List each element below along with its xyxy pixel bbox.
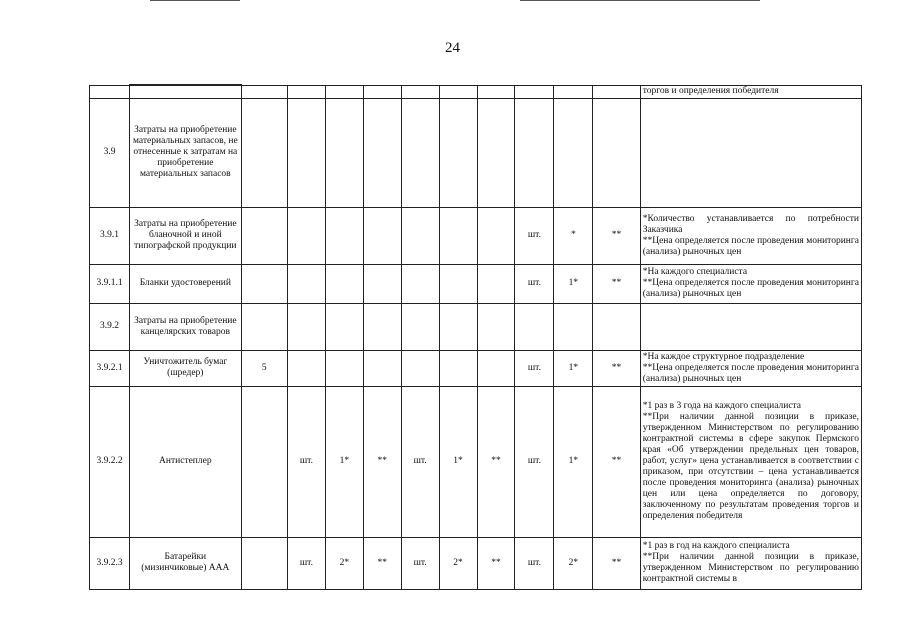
cell-v1 (325, 98, 363, 207)
cell-p1: ** (363, 537, 401, 589)
cell-v3: * (554, 207, 593, 264)
cell-v3: 1* (554, 350, 593, 386)
note-paragraph: торгов и определения победителя (642, 86, 779, 96)
scan-edge-line (520, 0, 760, 1)
cell-u3 (515, 303, 554, 350)
cell-p2 (477, 303, 515, 350)
cell-v2 (439, 85, 477, 98)
cell-note (640, 264, 861, 303)
cell-p3: ** (593, 264, 640, 303)
note-paragraph: *На каждое структурное подразделение (642, 351, 805, 362)
page-number: 24 (445, 40, 460, 56)
cell-note (640, 85, 861, 98)
cell-u3 (515, 85, 554, 98)
cell-qty (241, 85, 287, 98)
cell-v1 (325, 303, 363, 350)
cell-p1 (363, 98, 401, 207)
cell-u2 (401, 303, 439, 350)
cell-u1 (287, 264, 325, 303)
cell-code: 3.9.1 (90, 207, 130, 264)
cell-p2 (477, 85, 515, 98)
cell-v1 (325, 264, 363, 303)
cell-p3: ** (593, 350, 640, 386)
table-row (90, 537, 862, 589)
cell-u2: шт. (401, 386, 439, 537)
cell-u3: шт. (515, 350, 554, 386)
note-paragraph: **При наличии данной позиции в приказе, утвержденном Министерством по регулированию контрактной системы в (642, 552, 859, 584)
cell-p1: ** (363, 386, 401, 537)
note-paragraph: **Цена определяется после проведения мониторинга (анализа) рыночных цен (642, 235, 859, 257)
table-row (90, 98, 862, 207)
cell-v2 (439, 98, 477, 207)
cell-v1 (325, 85, 363, 98)
cell-u2 (401, 264, 439, 303)
cell-qty (241, 537, 287, 589)
cell-v3: 2* (554, 537, 593, 589)
cell-u3: шт. (515, 207, 554, 264)
cell-qty (241, 98, 287, 207)
cell-v1 (325, 350, 363, 386)
cell-p1 (363, 85, 401, 98)
table-row (90, 85, 862, 98)
scan-edge-line (150, 0, 240, 1)
cell-qty (241, 264, 287, 303)
cell-p3: ** (593, 537, 640, 589)
cell-qty: 5 (241, 350, 287, 386)
cell-code: 3.9 (90, 98, 130, 207)
cell-p1 (363, 303, 401, 350)
cell-u2 (401, 207, 439, 264)
cell-u1: шт. (287, 386, 325, 537)
expense-norms-table (89, 84, 862, 590)
cell-u1 (287, 207, 325, 264)
cell-name: Затраты на приобретение бланочной и иной типографской продукции (130, 207, 242, 264)
table-row (90, 303, 862, 350)
table-row (90, 386, 862, 537)
cell-u2: шт. (401, 537, 439, 589)
cell-code: 3.9.2.3 (90, 537, 130, 589)
cell-name: Бланки удостоверений (130, 264, 242, 303)
cell-v1: 1* (325, 386, 363, 537)
cell-name: Батарейки (мизинчиковые) ААА (130, 537, 242, 589)
cell-p2: ** (477, 537, 515, 589)
cell-u3 (515, 98, 554, 207)
cell-code: 3.9.2 (90, 303, 130, 350)
cell-code: 3.9.1.1 (90, 264, 130, 303)
cell-note (640, 303, 861, 350)
cell-p3: ** (593, 386, 640, 537)
cell-v3 (554, 85, 593, 98)
cell-qty (241, 207, 287, 264)
cell-v3: 1* (554, 386, 593, 537)
cell-v2 (439, 207, 477, 264)
cell-note (640, 537, 861, 589)
note-paragraph: **При наличии данной позиции в приказе, утвержденном Министерством по регулированию контрактной системы в сфере закупок Пермского края «Об утверждении предельных цен товаров, работ, услуг» цена устанавливается в соответствии с приказом, при отсутствии – цена устанавливается после проведения мониторинга (анализа) рыночных цен или цена определяется по договору, заключенному по результатам проведения торгов и определения победителя (642, 412, 859, 521)
cell-p1 (363, 350, 401, 386)
cell-v3 (554, 303, 593, 350)
cell-name: Затраты на приобретение канцелярских товаров (130, 303, 242, 350)
cell-v2 (439, 303, 477, 350)
cell-v2: 2* (439, 537, 477, 589)
cell-u1 (287, 303, 325, 350)
cell-code: 3.9.2.1 (90, 350, 130, 386)
cell-note (640, 386, 861, 537)
cell-name (130, 85, 242, 98)
cell-v1: 2* (325, 537, 363, 589)
cell-u1: шт. (287, 537, 325, 589)
note-paragraph: *На каждого специалиста (642, 267, 748, 277)
cell-v3: 1* (554, 264, 593, 303)
cell-p2 (477, 207, 515, 264)
cell-u2 (401, 98, 439, 207)
cell-u2 (401, 350, 439, 386)
cell-p2: ** (477, 386, 515, 537)
cell-name: Антистеплер (130, 386, 242, 537)
cell-u1 (287, 98, 325, 207)
note-paragraph: *1 раз в год на каждого специалиста (642, 541, 790, 551)
cell-v2 (439, 264, 477, 303)
cell-note (640, 207, 861, 264)
cell-p2 (477, 98, 515, 207)
table-row (90, 350, 862, 386)
cell-p1 (363, 264, 401, 303)
cell-u3: шт. (515, 386, 554, 537)
cell-v2: 1* (439, 386, 477, 537)
cell-p3 (593, 85, 640, 98)
table-row (90, 264, 862, 303)
cell-p3 (593, 98, 640, 207)
cell-u3: шт. (515, 264, 554, 303)
cell-u1 (287, 350, 325, 386)
note-paragraph: **Цена определяется после проведения мониторинга (анализа) рыночных цен (642, 278, 859, 299)
cell-u1 (287, 85, 325, 98)
cell-p2 (477, 264, 515, 303)
cell-note (640, 350, 861, 386)
cell-p3 (593, 303, 640, 350)
note-paragraph: *Количество устанавливается по потребности Заказчика (642, 213, 859, 235)
cell-u3: шт. (515, 537, 554, 589)
table-row (90, 207, 862, 264)
cell-v1 (325, 207, 363, 264)
cell-name: Затраты на приобретение материальных запасов, не отнесенные к затратам на приобретение материальных запасов (130, 98, 242, 207)
cell-v3 (554, 98, 593, 207)
cell-note (640, 98, 861, 207)
cell-qty (241, 386, 287, 537)
note-paragraph: *1 раз в 3 года на каждого специалиста (642, 401, 802, 411)
cell-p2 (477, 350, 515, 386)
cell-u2 (401, 85, 439, 98)
cell-p1 (363, 207, 401, 264)
cell-v2 (439, 350, 477, 386)
note-paragraph: **Цена определяется после проведения мониторинга (анализа) рыночных цен (642, 362, 859, 384)
cell-name: Уничтожитель бумаг (шредер) (130, 350, 242, 386)
cell-code (90, 85, 130, 98)
cell-p3: ** (593, 207, 640, 264)
cell-qty (241, 303, 287, 350)
cell-code: 3.9.2.2 (90, 386, 130, 537)
